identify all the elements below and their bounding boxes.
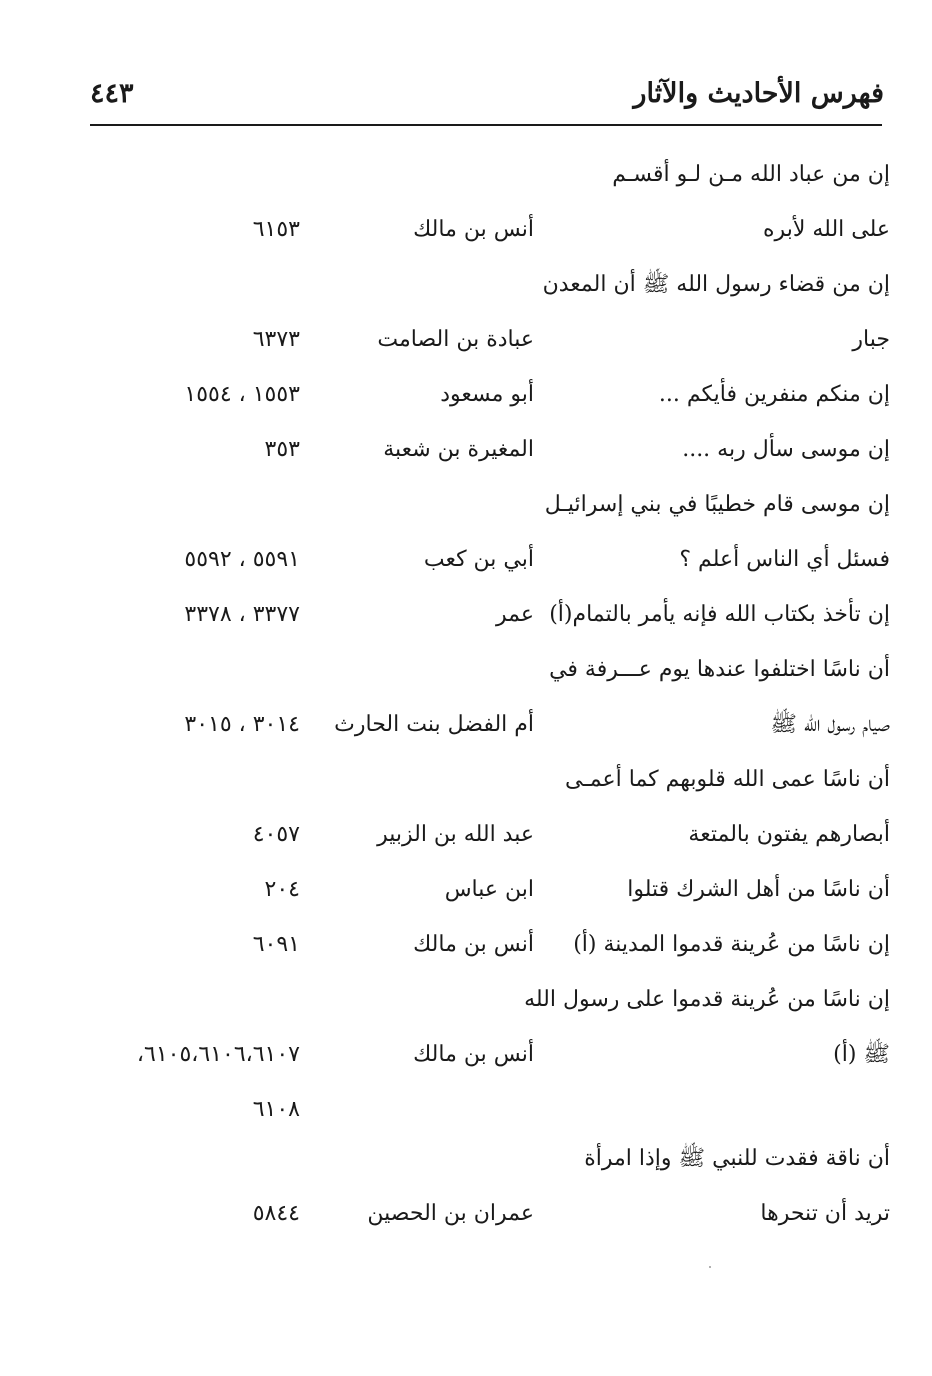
hadith-numbers: ٣٣٧٧ ، ٣٣٧٨ xyxy=(184,602,300,627)
index-row xyxy=(0,148,932,202)
narrator: أنس بن مالك xyxy=(413,217,534,242)
index-row xyxy=(0,1187,932,1241)
hadith-numbers: ٥٨٤٤ xyxy=(252,1201,300,1226)
hadith-numbers: ٤٠٥٧ xyxy=(252,822,300,847)
index-row xyxy=(0,368,932,422)
hadith-numbers: ٢٠٤ xyxy=(264,877,300,902)
hadith-text: إن تأخذ بكتاب الله فإنه يأمر بالتمام(أ) xyxy=(549,602,890,627)
hadith-numbers: ٣٠١٤ ، ٣٠١٥ xyxy=(184,712,300,737)
hadith-text: فسئل أي الناس أعلم ؟ xyxy=(679,547,890,572)
narrator: المغيرة بن شعبة xyxy=(383,437,534,462)
narrator: عمران بن الحصين xyxy=(367,1201,534,1226)
hadith-numbers: ٦٠٩١ xyxy=(252,932,300,957)
hadith-numbers: ٣٥٣ xyxy=(264,437,300,462)
narrator: أنس بن مالك xyxy=(413,1042,534,1067)
page-header xyxy=(90,70,884,126)
index-row xyxy=(0,753,932,807)
hadith-text: أن ناسًا اختلفوا عندها يوم عـــرفة في xyxy=(549,657,890,682)
index-row xyxy=(0,698,932,752)
index-row xyxy=(0,808,932,862)
narrator: أبو مسعود xyxy=(440,382,534,407)
hadith-numbers: ٦١٠٥،٦١٠٦،٦١٠٧، xyxy=(136,1042,300,1067)
hadith-text: على الله لأبره xyxy=(763,217,890,242)
scan-speck xyxy=(709,1266,711,1268)
hadith-text: إن ناسًا من عُرينة قدموا المدينة (أ) xyxy=(573,932,890,957)
hadith-text: أن ناقة فقدت للنبي ﷺ وإذا امرأة xyxy=(584,1146,890,1171)
hadith-numbers: ٦٣٧٣ xyxy=(252,327,300,352)
hadith-text: إن منكم منفرين فأيكم ... xyxy=(658,382,890,407)
hadith-text: أن ناسًا من أهل الشرك قتلوا xyxy=(627,877,890,902)
index-row xyxy=(0,1028,932,1082)
hadith-text: صيام رسول الله ﷺ xyxy=(770,712,890,737)
index-row xyxy=(0,863,932,917)
hadith-text: إن من عباد الله مـن لـو أقسـم xyxy=(612,162,890,187)
hadith-text: إن موسى سأل ربه .... xyxy=(682,437,890,462)
narrator: أبي بن كعب xyxy=(423,547,534,572)
index-row xyxy=(0,643,932,697)
index-row xyxy=(0,1132,932,1186)
hadith-numbers: ٥٥٩١ ، ٥٥٩٢ xyxy=(184,547,300,572)
narrator: عمر xyxy=(496,602,534,627)
index-row xyxy=(0,973,932,1027)
index-row xyxy=(0,313,932,367)
narrator: عبد الله بن الزبير xyxy=(377,822,534,847)
hadith-text: إن من قضاء رسول الله ﷺ أن المعدن xyxy=(542,272,890,297)
hadith-text: إن ناسًا من عُرينة قدموا على رسول الله xyxy=(524,987,890,1012)
narrator: أم الفضل بنت الحارث xyxy=(334,712,534,737)
page-title: فهرس الأحاديث والآثار xyxy=(633,78,884,109)
page-number: ٤٤٣ xyxy=(90,78,134,109)
hadith-text: ﷺ (أ) xyxy=(833,1042,890,1067)
index-row xyxy=(0,478,932,532)
index-row xyxy=(0,533,932,587)
hadith-numbers: ٦١٠٨ xyxy=(252,1097,300,1122)
hadith-text: تريد أن تنحرها xyxy=(760,1201,890,1226)
index-row xyxy=(0,1083,932,1137)
hadith-text: جبار xyxy=(852,327,890,352)
narrator: عبادة بن الصامت xyxy=(377,327,534,352)
index-row xyxy=(0,918,932,972)
hadith-text: إن موسى قام خطيبًا في بني إسرائيـل xyxy=(544,492,890,517)
index-row xyxy=(0,258,932,312)
hadith-numbers: ٦١٥٣ xyxy=(252,217,300,242)
hadith-text: أن ناسًا عمى الله قلوبهم كما أعمـى xyxy=(565,767,890,792)
hadith-text: أبصارهم يفتون بالمتعة xyxy=(688,822,890,847)
index-row xyxy=(0,588,932,642)
header-rule xyxy=(90,124,882,126)
narrator: ابن عباس xyxy=(444,877,534,902)
index-row xyxy=(0,423,932,477)
index-row xyxy=(0,203,932,257)
narrator: أنس بن مالك xyxy=(413,932,534,957)
hadith-numbers: ١٥٥٣ ، ١٥٥٤ xyxy=(184,382,300,407)
